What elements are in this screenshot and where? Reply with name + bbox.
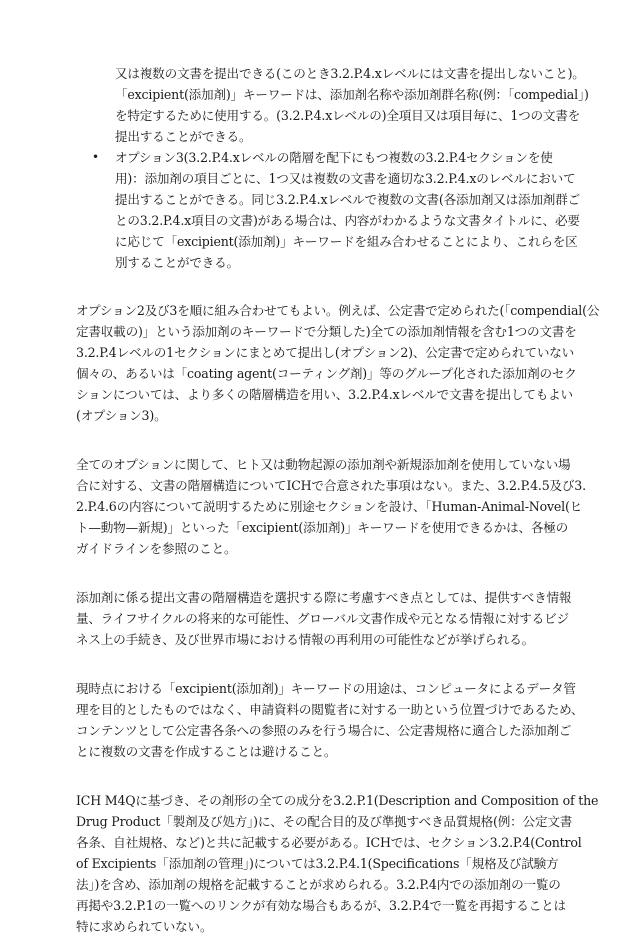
paragraph: [76, 678, 584, 762]
bullet-icon: •: [92, 150, 100, 164]
text-line: 量、ライフサイクルの将来的な可能性、グローバル文書作成や元となる情報に対するビジ: [76, 611, 569, 626]
text-line: オプション2及び3を順に組み合わせてもよい。例えば、公定書で定められた(「compendial(公: [76, 303, 600, 318]
text-line: Drug Product「製剤及び処方」)に、その配合目的及び準拠すべき品質規格(例：公定文書: [76, 814, 573, 829]
text-line: に応じて「excipient(添加剤)」キーワードを組み合わせることにより、これらを区: [115, 234, 578, 249]
text-line: ト—動物—新規)」といった「excipient(添加剤)」キーワードを使用できるかは、各極の: [76, 520, 569, 535]
paragraph: [76, 454, 586, 559]
text-line: 特に求められていない。: [76, 919, 213, 934]
text-line: of Excipients「添加剤の管理」)については3.2.P.4.1(Specifications「規格及び試験方: [76, 856, 559, 871]
text-line: (オプション3)。: [76, 408, 167, 423]
text-line: ネス上の手続き、及び世界市場における情報の再利用の可能性などが挙げられる。: [76, 632, 535, 647]
text-line: 全てのオプションに関して、ヒト又は動物起源の添加剤や新規添加剤を使用していない場: [76, 457, 571, 472]
text-line: 法」)を含め、添加剤の規格を記載することが求められる。3.2.P.4内での添加剤の一覧の: [76, 877, 561, 892]
text-line: ICH M4Qに基づき、その剤形の全ての成分を3.2.P.1(Description and Composition of the: [76, 793, 599, 808]
text-line: ションについては、より多くの階層構造を用い、3.2.P.4.xレベルで文書を提出してもよい: [76, 387, 573, 402]
paragraph: [76, 790, 599, 937]
paragraph: [76, 587, 572, 650]
text-line: 2.P.4.6の内容について説明するために別途セクションを設け、「Human-Animal-Novel(ヒ: [76, 499, 583, 514]
text-line: 添加剤に係る提出文書の階層構造を選択する際に考慮すべき点としては、提供すべき情報: [76, 590, 572, 605]
text-line: 提出することができる。同じ3.2.P.4.xレベルで複数の文書(各添加剤又は添加剤群ご: [115, 192, 580, 207]
text-line: ガイドラインを参照のこと。: [76, 541, 237, 556]
bullet-item-option-3: [76, 147, 580, 273]
text-line: との3.2.P.4.x項目の文書)がある場合は、内容がわかるような文書タイトルに、必要: [115, 213, 580, 228]
text-line: 「excipient(添加剤)」キーワードは、添加剤名称や添加剤群名称(例：「compedial」): [115, 87, 589, 102]
text-line: コンテンツとして公定書各条への参照のみを行う場合に、公定書規格に適合した添加剤ご: [76, 723, 572, 738]
text-line: 各条、自社規格、など)と共に記載する必要がある。ICHでは、セクション3.2.P.4(Control: [76, 835, 582, 850]
text-line: 別することができる。: [115, 255, 239, 270]
text-line: 個々の、あるいは「coating agent(コーティング剤)」等のグループ化された添加剤のセク: [76, 366, 577, 381]
text-line: 提出することができる。: [115, 129, 252, 144]
text-line: 現時点における「excipient(添加剤)」キーワードの用途は、コンピュータによるデータ管: [76, 681, 576, 696]
continuation-text: [76, 63, 589, 147]
text-line: 定書収載の)」という添加剤のキーワードで分類した)全ての添加剤情報を含む1つの文書を: [76, 324, 577, 339]
text-line: オプション3(3.2.P.4.xレベルの階層を配下にもつ複数の3.2.P.4セクションを使: [115, 150, 553, 165]
text-line: 合に対する、文書の階層構造についてICHで合意された事項はない。また、3.2.P.4.5及び3.: [76, 478, 586, 493]
text-line: とに複数の文書を作成することは避けること。: [76, 744, 337, 759]
text-line: 理を目的としたものではなく、申請資料の閲覧者に対する一助という位置づけであるため、: [76, 702, 584, 717]
document-page: [76, 63, 600, 937]
text-line: 用)：添加剤の項目ごとに、1つ又は複数の文書を適切な3.2.P.4.xのレベルにおいて: [115, 171, 576, 186]
text-line: 又は複数の文書を提出できる(このとき3.2.P.4.xレベルには文書を提出しないこと)。: [115, 66, 585, 81]
text-line: を特定するために使用する。(3.2.P.4.xレベルの)全項目又は項目毎に、1つの文書を: [115, 108, 581, 123]
text-line: 3.2.P.4レベルの1セクションにまとめて提出し(オプション2)、公定書で定められていない: [76, 345, 575, 360]
text-line: 再掲や3.2.P.1の一覧へのリンクが有効な場合もあるが、3.2.P.4で一覧を再掲することは: [76, 898, 566, 913]
paragraph: [76, 300, 600, 426]
